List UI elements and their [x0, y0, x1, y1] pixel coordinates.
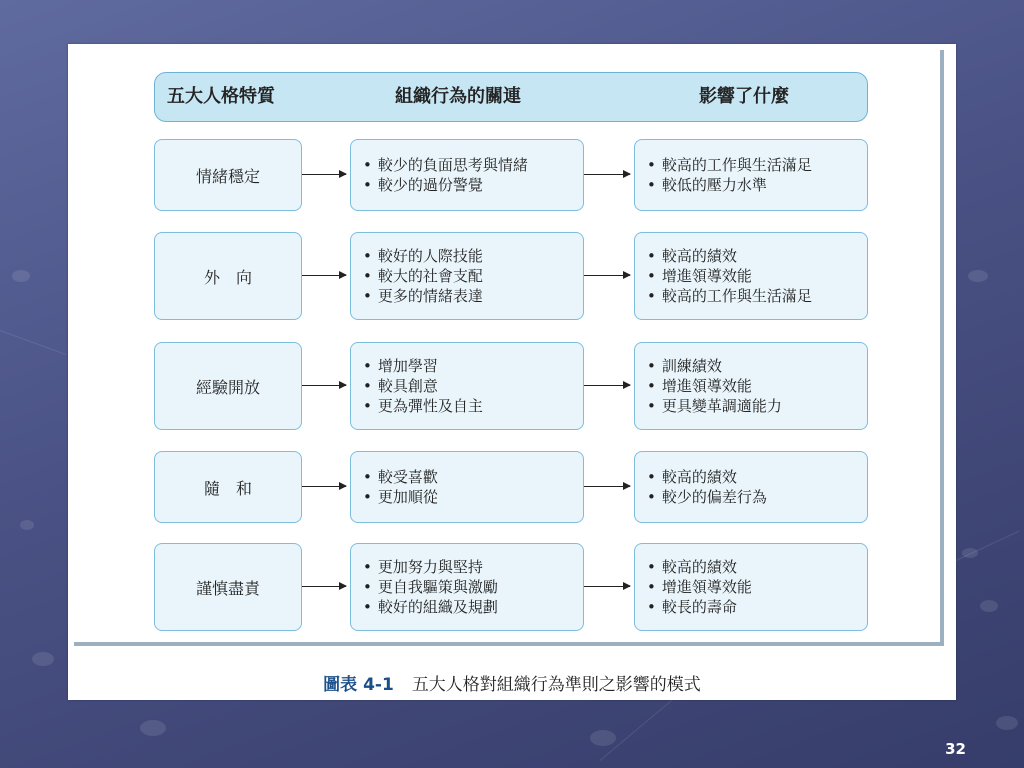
arrow-right: [584, 385, 630, 386]
behavior-item: • 更多的情緒表達: [363, 286, 583, 306]
behavior-box: [350, 342, 584, 430]
behavior-item: • 較好的人際技能: [363, 246, 583, 266]
impact-box-list: [635, 233, 867, 306]
background-dot: [20, 520, 34, 530]
background-line: [956, 530, 1020, 560]
impact-item: • 增進領導效能: [647, 266, 867, 286]
impact-box: [634, 451, 868, 523]
slide-panel: [68, 44, 956, 700]
header-behavior-label: 組織行為的關連: [395, 86, 521, 107]
behavior-item: • 較受喜歡: [363, 467, 583, 487]
trait-box: [154, 451, 302, 523]
trait-box: [154, 232, 302, 320]
background-dot: [140, 720, 166, 736]
background-dot: [968, 270, 988, 282]
impact-item: • 訓練績效: [647, 356, 867, 376]
trait-label: 隨 和: [203, 478, 252, 498]
impact-box-list: [635, 452, 867, 507]
impact-box-list: [635, 140, 867, 195]
arrow-right: [302, 275, 346, 276]
behavior-box-list: [351, 544, 583, 617]
arrow-right: [302, 385, 346, 386]
impact-box-list: [635, 343, 867, 416]
arrow-right: [302, 486, 346, 487]
behavior-box-list: [351, 233, 583, 306]
behavior-item: • 較大的社會支配: [363, 266, 583, 286]
impact-box: [634, 232, 868, 320]
background-line: [0, 330, 66, 355]
impact-item: • 較少的偏差行為: [647, 487, 867, 507]
figure-caption-text: 五大人格對組織行為準則之影響的模式: [411, 675, 701, 695]
impact-item: • 更具變革調適能力: [647, 396, 867, 416]
impact-item: • 較長的壽命: [647, 597, 867, 617]
background-dot: [32, 652, 54, 666]
background-dot: [12, 270, 30, 282]
arrow-right: [584, 486, 630, 487]
impact-item: • 較低的壓力水準: [647, 175, 867, 195]
behavior-item: • 較少的過份警覺: [363, 175, 583, 195]
trait-box: [154, 139, 302, 211]
impact-box: [634, 543, 868, 631]
header-impact-label: 影響了什麼: [699, 86, 789, 107]
arrow-right: [584, 586, 630, 587]
page-number: 32: [945, 740, 966, 758]
behavior-box: [350, 232, 584, 320]
figure-caption: [68, 670, 956, 695]
impact-item: • 增進領導效能: [647, 577, 867, 597]
behavior-box: [350, 543, 584, 631]
behavior-item: • 更為彈性及自主: [363, 396, 583, 416]
trait-label: 情緒穩定: [195, 166, 260, 186]
behavior-item: • 更加努力與堅持: [363, 557, 583, 577]
arrow-right: [584, 174, 630, 175]
behavior-item: • 較少的負面思考與情緒: [363, 155, 583, 175]
impact-item: • 較高的績效: [647, 467, 867, 487]
behavior-item: • 增加學習: [363, 356, 583, 376]
behavior-item: • 較具創意: [363, 376, 583, 396]
behavior-box: [350, 139, 584, 211]
behavior-box: [350, 451, 584, 523]
behavior-item: • 更自我驅策與激勵: [363, 577, 583, 597]
background-dot: [590, 730, 616, 746]
impact-item: • 較高的工作與生活滿足: [647, 286, 867, 306]
impact-box: [634, 342, 868, 430]
figure-frame: [74, 50, 944, 646]
header-bar: [154, 72, 868, 122]
behavior-box-list: [351, 343, 583, 416]
trait-label: 謹慎盡責: [195, 578, 260, 598]
impact-item: • 較高的績效: [647, 246, 867, 266]
background-dot: [996, 716, 1018, 730]
behavior-box-list: [351, 140, 583, 195]
behavior-item: • 較好的組織及規劃: [363, 597, 583, 617]
arrow-right: [584, 275, 630, 276]
figure-caption-label: 圖表 4-1: [323, 675, 394, 695]
impact-box-list: [635, 544, 867, 617]
impact-item: • 較高的績效: [647, 557, 867, 577]
header-trait-label: 五大人格特質: [167, 86, 275, 107]
trait-label: 經驗開放: [195, 377, 260, 397]
behavior-item: • 更加順從: [363, 487, 583, 507]
arrow-right: [302, 174, 346, 175]
trait-box: [154, 342, 302, 430]
trait-label: 外 向: [203, 267, 252, 287]
impact-box: [634, 139, 868, 211]
background-dot: [980, 600, 998, 612]
impact-item: • 較高的工作與生活滿足: [647, 155, 867, 175]
impact-item: • 增進領導效能: [647, 376, 867, 396]
trait-box: [154, 543, 302, 631]
behavior-box-list: [351, 452, 583, 507]
arrow-right: [302, 586, 346, 587]
